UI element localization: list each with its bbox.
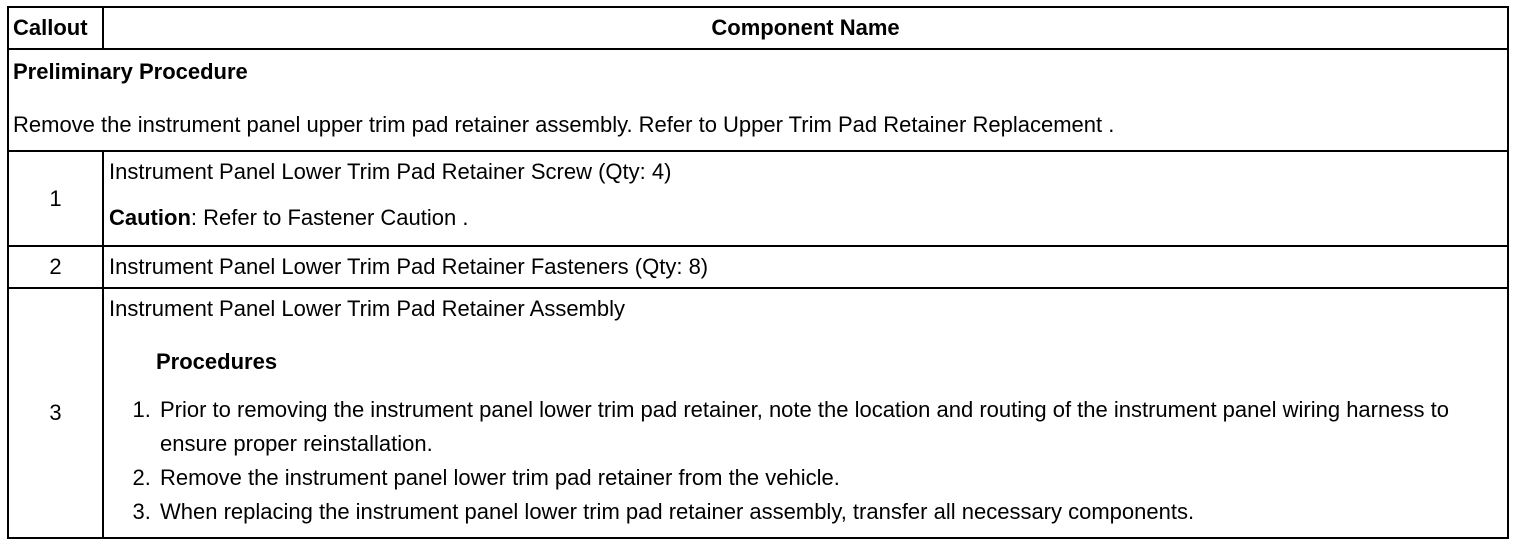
procedure-step: 3. When replacing the instrument panel lower trim pad retainer assembly, transfer all necessary components.	[157, 495, 1507, 529]
procedure-steps-list	[109, 393, 1507, 529]
preliminary-row	[8, 49, 1508, 151]
component-description	[103, 151, 1508, 246]
callout-number: 1	[8, 151, 103, 246]
procedures-heading: Procedures	[156, 349, 278, 374]
callout-column-header: Callout	[8, 7, 103, 49]
callout-number: 2	[8, 246, 103, 288]
caution-note	[109, 204, 1507, 232]
caution-text: : Refer to Fastener Caution .	[190, 205, 469, 230]
component-name: Instrument Panel Lower Trim Pad Retainer Screw (Qty: 4)	[109, 159, 672, 184]
component-name: Instrument Panel Lower Trim Pad Retainer Fasteners (Qty: 8)	[103, 246, 1508, 288]
caution-label: Caution	[109, 205, 191, 230]
component-table	[7, 6, 1509, 539]
table-row	[8, 151, 1508, 246]
component-name: Instrument Panel Lower Trim Pad Retainer Assembly	[109, 296, 626, 321]
table-row	[8, 288, 1508, 538]
preliminary-title: Preliminary Procedure	[13, 59, 248, 84]
procedure-step: 1. Prior to removing the instrument panel lower trim pad retainer, note the location and routing of the instrument panel wiring harness to ensure proper reinstallation.	[157, 393, 1507, 461]
table-header-row	[8, 7, 1508, 49]
component-name-column-header: Component Name	[103, 7, 1508, 49]
table-row	[8, 246, 1508, 288]
callout-number: 3	[8, 288, 103, 538]
component-table-container	[7, 6, 1507, 539]
preliminary-text: Remove the instrument panel upper trim pad retainer assembly. Refer to Upper Trim Pad Retainer Replacement .	[13, 112, 1115, 137]
preliminary-cell	[8, 49, 1508, 151]
procedure-step: 2. Remove the instrument panel lower trim pad retainer from the vehicle.	[157, 461, 1507, 495]
component-description	[103, 288, 1508, 538]
